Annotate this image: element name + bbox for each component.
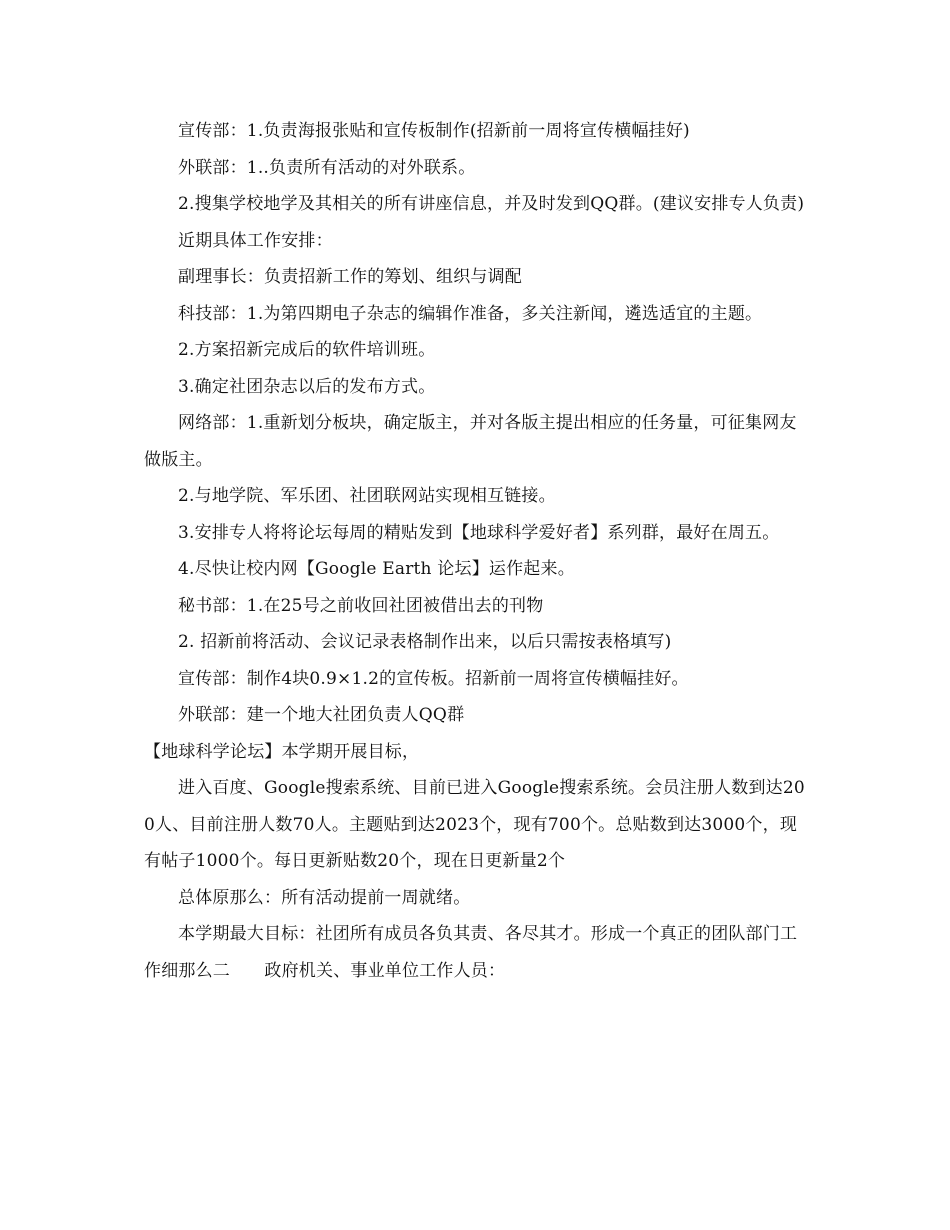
paragraph: 副理事长：负责招新工作的筹划、组织与调配 bbox=[178, 267, 522, 287]
paragraph: 外联部：1..负责所有活动的对外联系。 bbox=[178, 157, 476, 178]
paragraph: 2.方案招新完成后的软件培训班。 bbox=[178, 340, 436, 360]
paragraph: 【地球科学论坛】本学期开展目标， bbox=[144, 741, 420, 762]
paragraph: 进入百度、Google搜索系统、目前已进入Google搜索系统。会员注册人数到达200人、目前注册人数70人。主题贴到达2023个，现有700个。总贴数到达3000个，现有帖子1000个。每日更新贴数20个，现在日更新量2个 bbox=[144, 778, 805, 871]
paragraph: 宣传部：制作4块0.9×1.2的宣传板。招新前一周将宣传横幅挂好。 bbox=[178, 668, 689, 689]
paragraph: 2. 招新前将活动、会议记录表格制作出来，以后只需按表格填写) bbox=[178, 632, 672, 652]
paragraph: 2.与地学院、军乐团、社团联网站实现相互链接。 bbox=[178, 486, 556, 506]
document-body bbox=[144, 113, 812, 989]
paragraph: 宣传部：1.负责海报张贴和宣传板制作(招新前一周将宣传横幅挂好) bbox=[178, 121, 690, 141]
paragraph: 外联部：建一个地大社团负责人QQ群 bbox=[178, 705, 465, 725]
paragraph: 4.尽快让校内网【Google Earth 论坛】运作起来。 bbox=[178, 559, 575, 579]
paragraph: 科技部：1.为第四期电子杂志的编辑作准备，多关注新闻，遴选适宜的主题。 bbox=[178, 303, 763, 324]
paragraph: 3.安排专人将将论坛每周的精贴发到【地球科学爱好者】系列群，最好在周五。 bbox=[178, 522, 780, 543]
paragraph: 近期具体工作安排： bbox=[178, 230, 333, 251]
paragraph: 3.确定社团杂志以后的发布方式。 bbox=[178, 376, 436, 397]
paragraph: 本学期最大目标：社团所有成员各负其责、各尽其才。形成一个真正的团队部门工作细那么二 政府机关、事业单位工作人员： bbox=[144, 924, 798, 981]
paragraph: 2.搜集学校地学及其相关的所有讲座信息，并及时发到QQ群。(建议安排专人负责) bbox=[178, 194, 805, 214]
paragraph: 网络部：1.重新划分板块，确定版主，并对各版主提出相应的任务量，可征集网友做版主。 bbox=[144, 413, 797, 470]
paragraph: 秘书部：1.在25号之前收回社团被借出去的刊物 bbox=[178, 595, 544, 616]
paragraph: 总体原那么：所有活动提前一周就绪。 bbox=[178, 887, 471, 908]
